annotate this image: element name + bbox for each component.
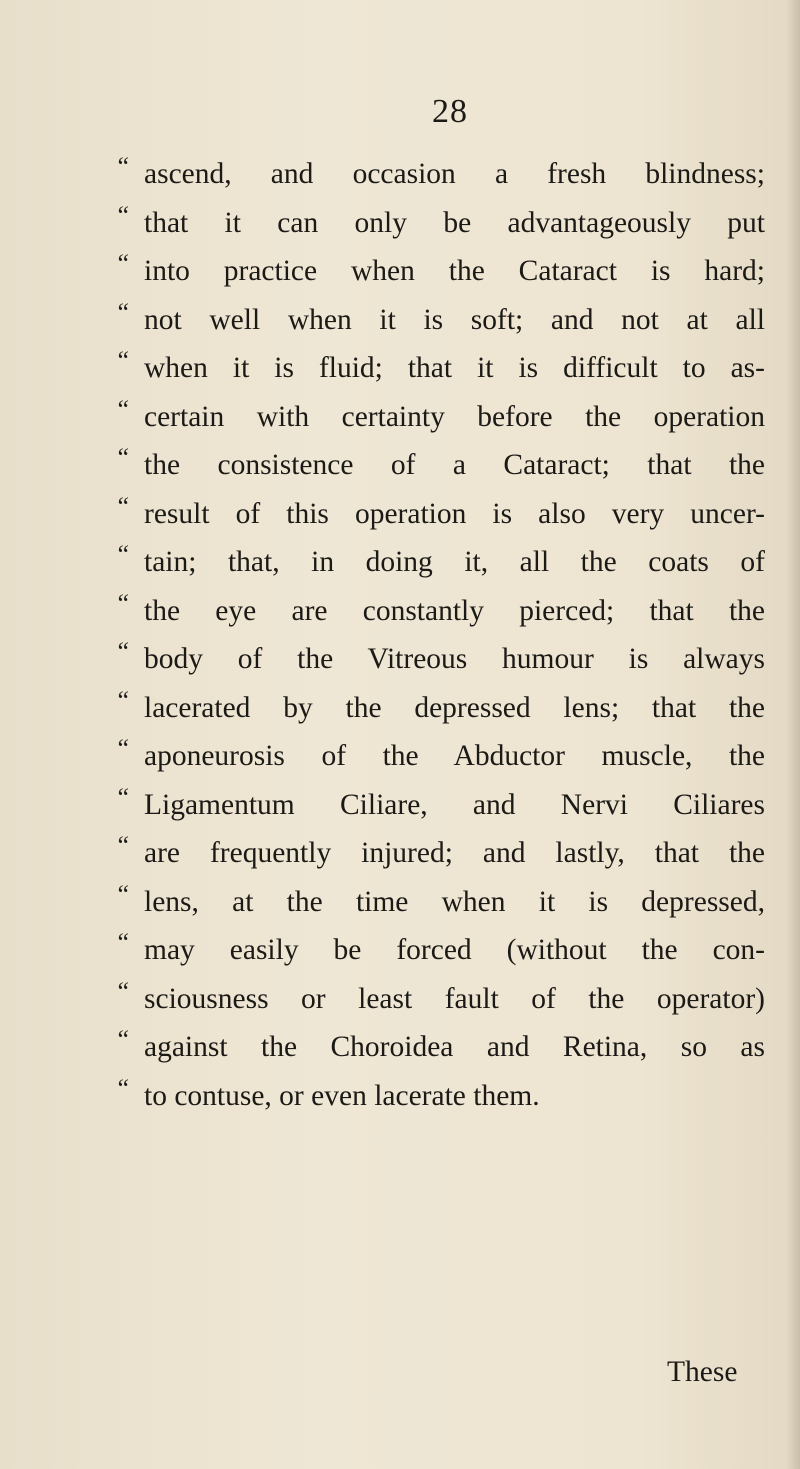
text-line <box>115 975 765 1024</box>
quote-mark: “ <box>115 734 130 763</box>
line-text: lacerated by the depressed lens; that the <box>144 691 765 724</box>
text-line <box>115 829 765 878</box>
line-text: to contuse, or even lacerate them. <box>144 1079 540 1112</box>
line-text: the consistence of a Cataract; that the <box>144 449 765 481</box>
line-text: the eye are constantly pierced; that the <box>144 594 765 627</box>
quote-mark: “ <box>115 831 130 860</box>
line-text: not well when it is soft; and not at all <box>144 303 765 336</box>
quote-mark: “ <box>115 394 130 424</box>
quote-mark: “ <box>115 976 130 1006</box>
line-text: may easily be forced (without the con- <box>144 934 765 966</box>
text-line <box>115 538 765 587</box>
line-text: result of this operation is also very uncer- <box>144 497 765 530</box>
text-line <box>115 587 765 636</box>
line-text: against the Choroidea and Retina, so as <box>144 1031 765 1063</box>
body-text <box>115 150 765 1120</box>
line-text: sciousness or least fault of the operator) <box>144 982 765 1015</box>
text-line <box>115 296 765 345</box>
text-line <box>115 247 765 296</box>
line-text: into practice when the Cataract is hard; <box>144 255 765 287</box>
page-number: 28 <box>432 93 468 130</box>
quote-mark: “ <box>115 588 130 618</box>
line-text: are frequently injured; and lastly, that the <box>144 837 765 869</box>
quote-mark: “ <box>115 491 130 521</box>
text-line <box>115 199 765 248</box>
line-text: when it is fluid; that it is difficult to as- <box>144 352 765 384</box>
text-line <box>115 635 765 684</box>
text-line <box>115 878 765 927</box>
text-line <box>115 344 765 393</box>
text-line <box>115 441 765 490</box>
quote-mark: “ <box>115 200 130 230</box>
line-text: aponeurosis of the Abductor muscle, the <box>144 740 765 772</box>
catchword: These <box>667 1356 738 1388</box>
quote-mark: “ <box>115 346 130 375</box>
quote-mark: “ <box>115 685 130 715</box>
page-edge-shadow <box>786 0 800 1469</box>
quote-mark: “ <box>115 1025 130 1054</box>
text-line <box>115 490 765 539</box>
quote-mark: “ <box>115 443 130 472</box>
line-text: lens, at the time when it is depressed, <box>144 885 765 918</box>
quote-mark: “ <box>115 249 130 278</box>
quote-mark: “ <box>115 540 130 569</box>
text-line <box>115 684 765 733</box>
text-line <box>115 781 765 830</box>
quote-mark: “ <box>115 297 130 327</box>
text-line <box>115 150 765 199</box>
text-line <box>115 1072 765 1121</box>
quote-mark: “ <box>115 1073 130 1103</box>
text-line <box>115 732 765 781</box>
text-line <box>115 926 765 975</box>
text-line <box>115 393 765 442</box>
quote-mark: “ <box>115 928 130 957</box>
line-text: certain with certainty before the operation <box>144 400 765 433</box>
quote-mark: “ <box>115 637 130 666</box>
line-text: ascend, and occasion a fresh blindness; <box>144 158 765 190</box>
quote-mark: “ <box>115 879 130 909</box>
line-text: tain; that, in doing it, all the coats of <box>144 546 765 578</box>
text-line <box>115 1023 765 1072</box>
line-text: that it can only be advantageously put <box>144 206 765 239</box>
line-text: body of the Vitreous humour is always <box>144 643 765 675</box>
quote-mark: “ <box>115 152 130 181</box>
quote-mark: “ <box>115 782 130 812</box>
line-text: Ligamentum Ciliare, and Nervi Ciliares <box>144 788 765 821</box>
